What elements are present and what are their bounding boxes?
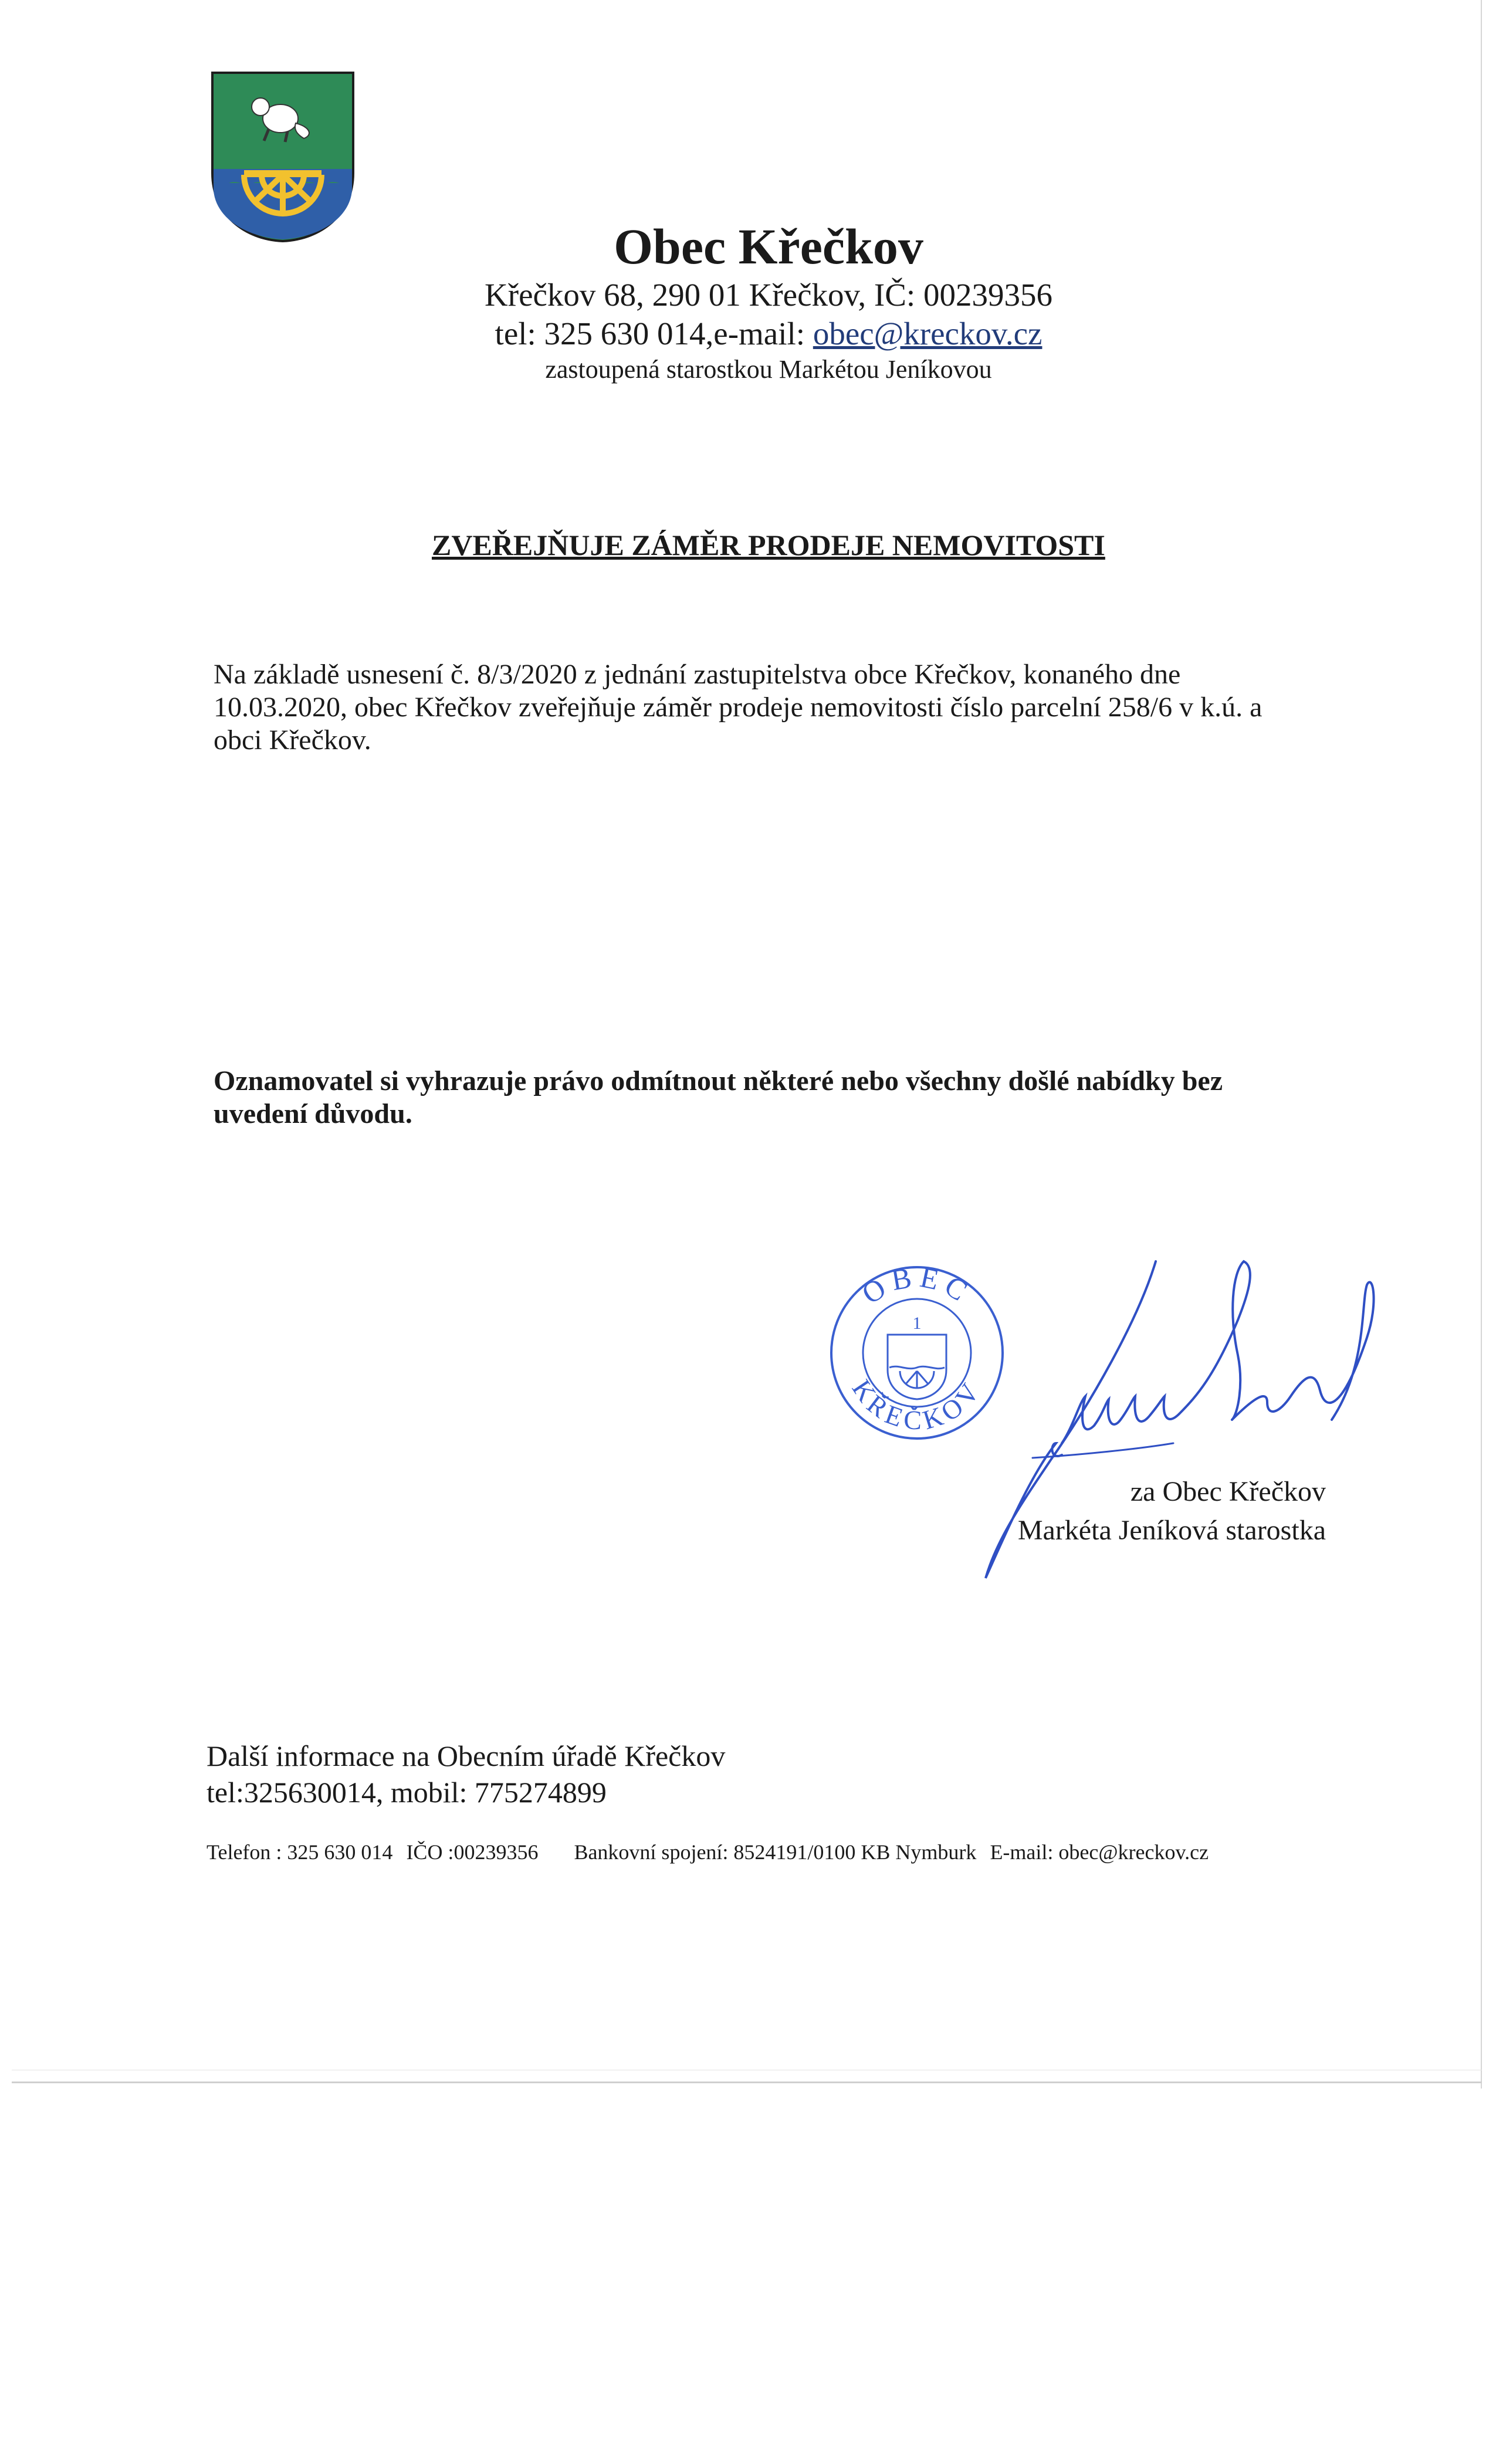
signatory-organization: za Obec Křečkov: [1130, 1476, 1326, 1507]
document-heading: ZVEŘEJŇUJE ZÁMĚR PRODEJE NEMOVITOSTI: [432, 529, 1105, 561]
municipality-title: Obec Křečkov: [614, 218, 923, 275]
coat-of-arms-icon: [210, 70, 356, 243]
footer-phone: Telefon : 325 630 014: [207, 1840, 393, 1864]
document-body: Na základě usnesení č. 8/3/2020 z jednání zastupitelstva obce Křečkov, konaného dne 10.03.2020, obec Křečkov zveřejňuje záměr prodeje nemovitosti číslo parcelní 258/6 v k.ú. a obci Křečkov.: [214, 659, 1263, 756]
letter-footer: [207, 1839, 1217, 1865]
more-information: [207, 1738, 725, 1810]
svg-text:OBEC: [856, 1264, 978, 1311]
contact-prefix: tel: 325 630 014,e-mail:: [495, 316, 813, 351]
document-notice: Oznamovatel si vyhrazuje právo odmítnout některé nebo všechny došlé nabídky bez uvedení důvodu.: [214, 1065, 1223, 1129]
stamp-top-text: OBEC: [855, 1264, 979, 1311]
signature-block: [997, 1473, 1326, 1550]
signatory-name: Markéta Jeníková starostka: [1017, 1515, 1326, 1546]
footer-email: E-mail: obec@kreckov.cz: [990, 1840, 1209, 1864]
stamp-bottom-text: KŘEČKOV: [846, 1374, 988, 1436]
scan-edge-bottom: [12, 2081, 1482, 2083]
represented-by: zastoupená starostkou Markétou Jeníkovou: [545, 355, 992, 384]
municipality-address: Křečkov 68, 290 01 Křečkov, IČ: 00239356: [485, 277, 1052, 313]
stamp-number: 1: [912, 1314, 922, 1333]
letterhead: [446, 217, 1091, 386]
scan-edge-right: [1481, 0, 1482, 2089]
municipality-contact: [446, 314, 1091, 353]
email-link[interactable]: obec@kreckov.cz: [813, 316, 1043, 351]
more-info-phone: tel:325630014, mobil: 775274899: [207, 1776, 607, 1809]
footer-ico: IČO :00239356: [406, 1840, 539, 1864]
footer-bank: Bankovní spojení: 8524191/0100 KB Nymburk: [574, 1840, 977, 1864]
more-info-office: Další informace na Obecním úřadě Křečkov: [207, 1739, 726, 1772]
